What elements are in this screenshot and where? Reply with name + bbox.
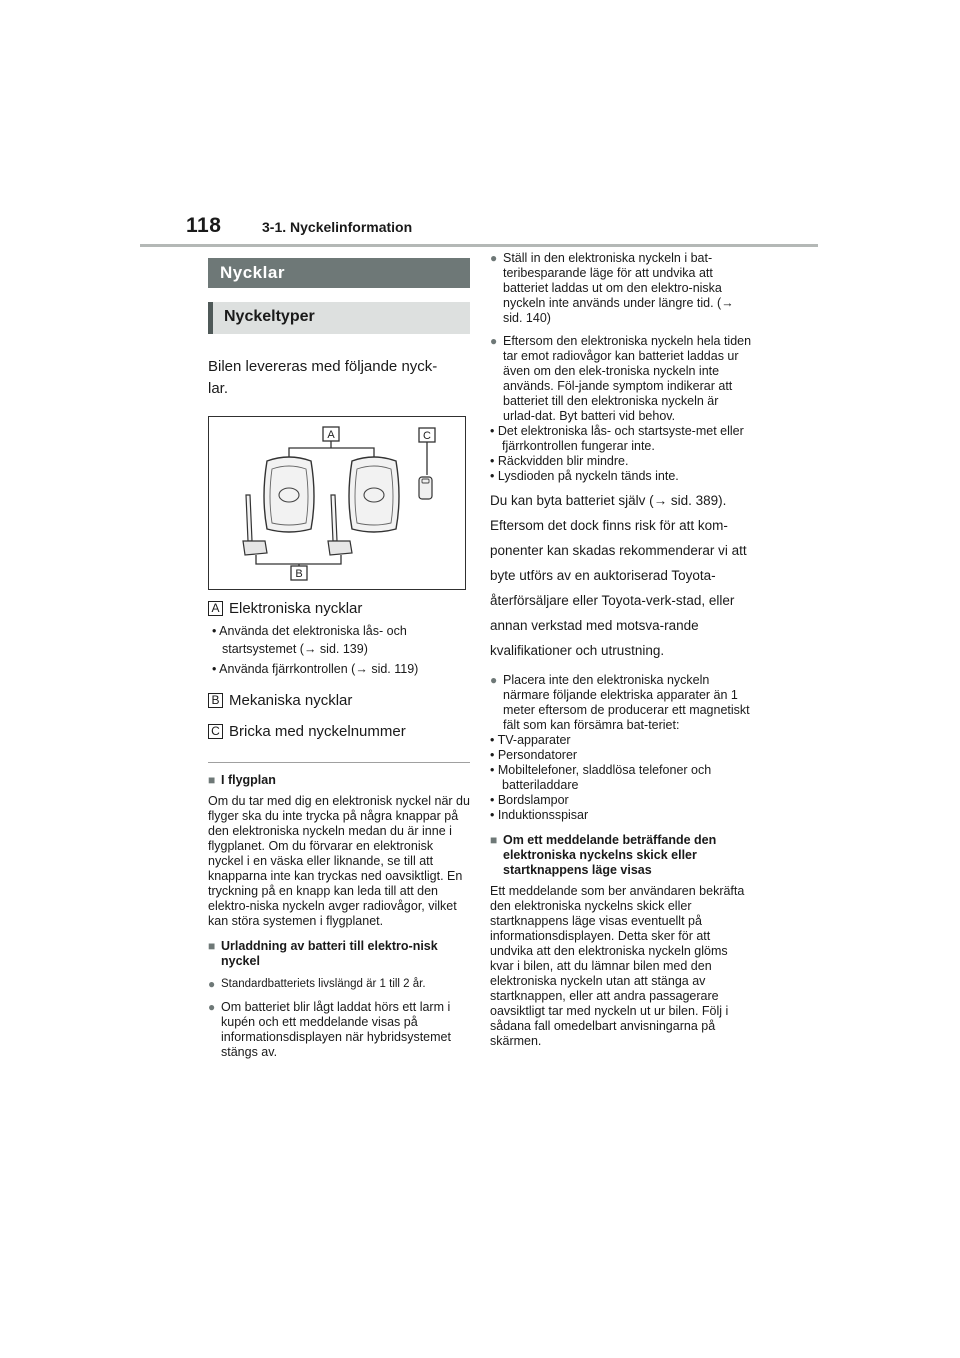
label-b-box: B (208, 693, 223, 708)
keys-drawing (209, 417, 467, 591)
right-item-1 (490, 251, 752, 326)
key-number-plate (419, 477, 432, 499)
square-bullet-icon: ■ (208, 773, 216, 787)
right-item-2 (490, 334, 752, 424)
meddelande-heading (490, 833, 752, 878)
mechanical-key-1 (243, 495, 267, 555)
electronic-key-1 (264, 457, 314, 532)
label-a-row (208, 600, 470, 617)
right-item-2-text: Eftersom den elektroniska nyckeln hela tiden tar emot radiovågor kan batteriet laddas ur även om den elek-troniska nyckeln inte används. Föl-jande symptom indikerar att batteriet till den elektroniska nyckeln är urlad-dat. Byt batteri vid behov. (503, 334, 752, 423)
urladdning-heading-text: Urladdning av batteri till elektro-nisk nyckel (221, 939, 438, 968)
right-column (490, 251, 752, 1049)
intro-line-1: Bilen levereras med följande nyck- (208, 358, 438, 375)
header-divider (140, 244, 818, 247)
right-item-3-text: Placera inte den elektroniska nyckeln närmare följande elektriska apparater än 1 meter eftersom de producerar ett magnetiskt fält som kan försämra bat-teriet: (503, 673, 750, 732)
symptom-item: • Lysdioden på nyckeln tänds inte. (490, 469, 679, 483)
label-c-text: Bricka med nyckelnummer (229, 723, 406, 740)
fig-label-a: A (327, 429, 335, 441)
heading-nyckeltyper: Nyckeltyper (208, 302, 470, 334)
label-a-box: A (208, 601, 223, 616)
label-b-text: Mekaniska nycklar (229, 692, 353, 709)
appliance-item: • Bordslampor (490, 793, 569, 807)
urladdning-item-1-text: Standardbatteriets livslängd är 1 till 2 år. (221, 978, 426, 990)
urladdning-heading (208, 939, 470, 969)
square-bullet-icon: ■ (208, 939, 216, 953)
electronic-key-2 (349, 457, 399, 532)
appliance-item: • Persondatorer (490, 748, 578, 762)
right-item-3 (490, 673, 752, 733)
circle-bullet-icon: ● (490, 673, 498, 687)
bullet-remote: • Använda fjärrkontrollen (→ sid. 119) (212, 662, 419, 676)
mechanical-key-2 (328, 495, 352, 555)
right-item-1-text: Ställ in den elektroniska nyckeln i bat-teribesparande läge för att undvika att batteriet laddas ut om den elektro-niska nyckeln inte används under längre tid. (→ sid. 140) (503, 251, 734, 325)
circle-bullet-icon: ● (490, 334, 498, 348)
fig-label-c: C (423, 430, 431, 442)
section-title: 3-1. Nyckelinformation (262, 219, 413, 235)
appliance-item: • TV-apparater (490, 733, 571, 747)
label-a-text: Elektroniska nycklar (229, 600, 363, 617)
symptom-item: • Räckvidden blir mindre. (490, 454, 629, 468)
left-column (208, 258, 470, 1060)
label-c-box: C (208, 724, 223, 739)
flygplan-text: Om du tar med dig en elektronisk nyckel när du flyger ska du inte trycka på några knappar på den elektroniska nyckeln medan du är inne i flygplanet. Om du förvarar en elektronisk nyckel i en väska eller liknande, se till att knapparna inte kan tryckas ned oavsiktligt. En tryckning på en knapp kan leda till att den elektro-niska nyckeln avger radiovågor, vilket kan störa systemen i flygplanet. (208, 794, 470, 928)
keys-illustration (208, 416, 466, 590)
symptom-item: • Det elektroniska lås- och startsyste-met eller fjärrkontrollen fungerar inte. (490, 424, 744, 453)
heading-nycklar: Nycklar (208, 258, 470, 288)
intro-line-2: lar. (208, 380, 229, 397)
label-c-row (208, 723, 470, 740)
square-bullet-icon: ■ (490, 833, 498, 847)
circle-bullet-icon: ● (208, 977, 216, 991)
appliance-item: • Induktionsspisar (490, 808, 589, 822)
urladdning-item-1 (208, 977, 470, 992)
section-divider (208, 762, 470, 763)
meddelande-text: Ett meddelande som ber användaren bekräfta den elektroniska nyckelns skick eller startknappens läge visas eventuellt på informationsdisplayen. Detta sker för att undvika att den elektroniska nyckeln glöms kvar i bilen, att du lämnar bilen med den elektroniska nyckeln utan att stänga av startknappen, eller att andra passagerare oavsiktligt tar med nyckeln ut ur bilen. Följ i sådana fall omedelbart anvisningarna på skärmen. (490, 884, 745, 1048)
appliance-list (490, 733, 752, 823)
circle-bullet-icon: ● (208, 1000, 216, 1014)
circle-bullet-icon: ● (490, 251, 498, 265)
urladdning-item-2 (208, 1000, 470, 1060)
fig-label-b: B (295, 568, 303, 580)
battery-replacement-text: Du kan byta batteriet själv (→ sid. 389). Eftersom det dock finns risk för att kom-ponenter kan skadas rekommenderar vi att byte utförs av en auktoriserad Toyota-återförsäljare eller Toyota-verk-stad, eller annan verkstad med motsva-rande kvalifikationer och utrustning. (490, 493, 747, 658)
flygplan-heading (208, 773, 470, 788)
symptom-list (490, 424, 752, 484)
meddelande-heading-text: Om ett meddelande beträffande den elektroniska nyckelns skick eller startknappens läge visas (503, 833, 717, 877)
appliance-item: • Mobiltelefoner, sladdlösa telefoner och batteriladdare (490, 763, 712, 792)
urladdning-item-2-text: Om batteriet blir lågt laddat hörs ett larm i kupén och ett meddelande visas på informationsdisplayen när hybridsystemet stängs av. (221, 1000, 451, 1059)
bullet-lock-system: • Använda det elektroniska lås- och startsystemet (→ sid. 139) (212, 624, 407, 656)
flygplan-heading-text: I flygplan (221, 773, 276, 787)
page-number: 118 (186, 214, 222, 237)
label-b-row (208, 692, 470, 709)
intro-text (208, 356, 470, 400)
